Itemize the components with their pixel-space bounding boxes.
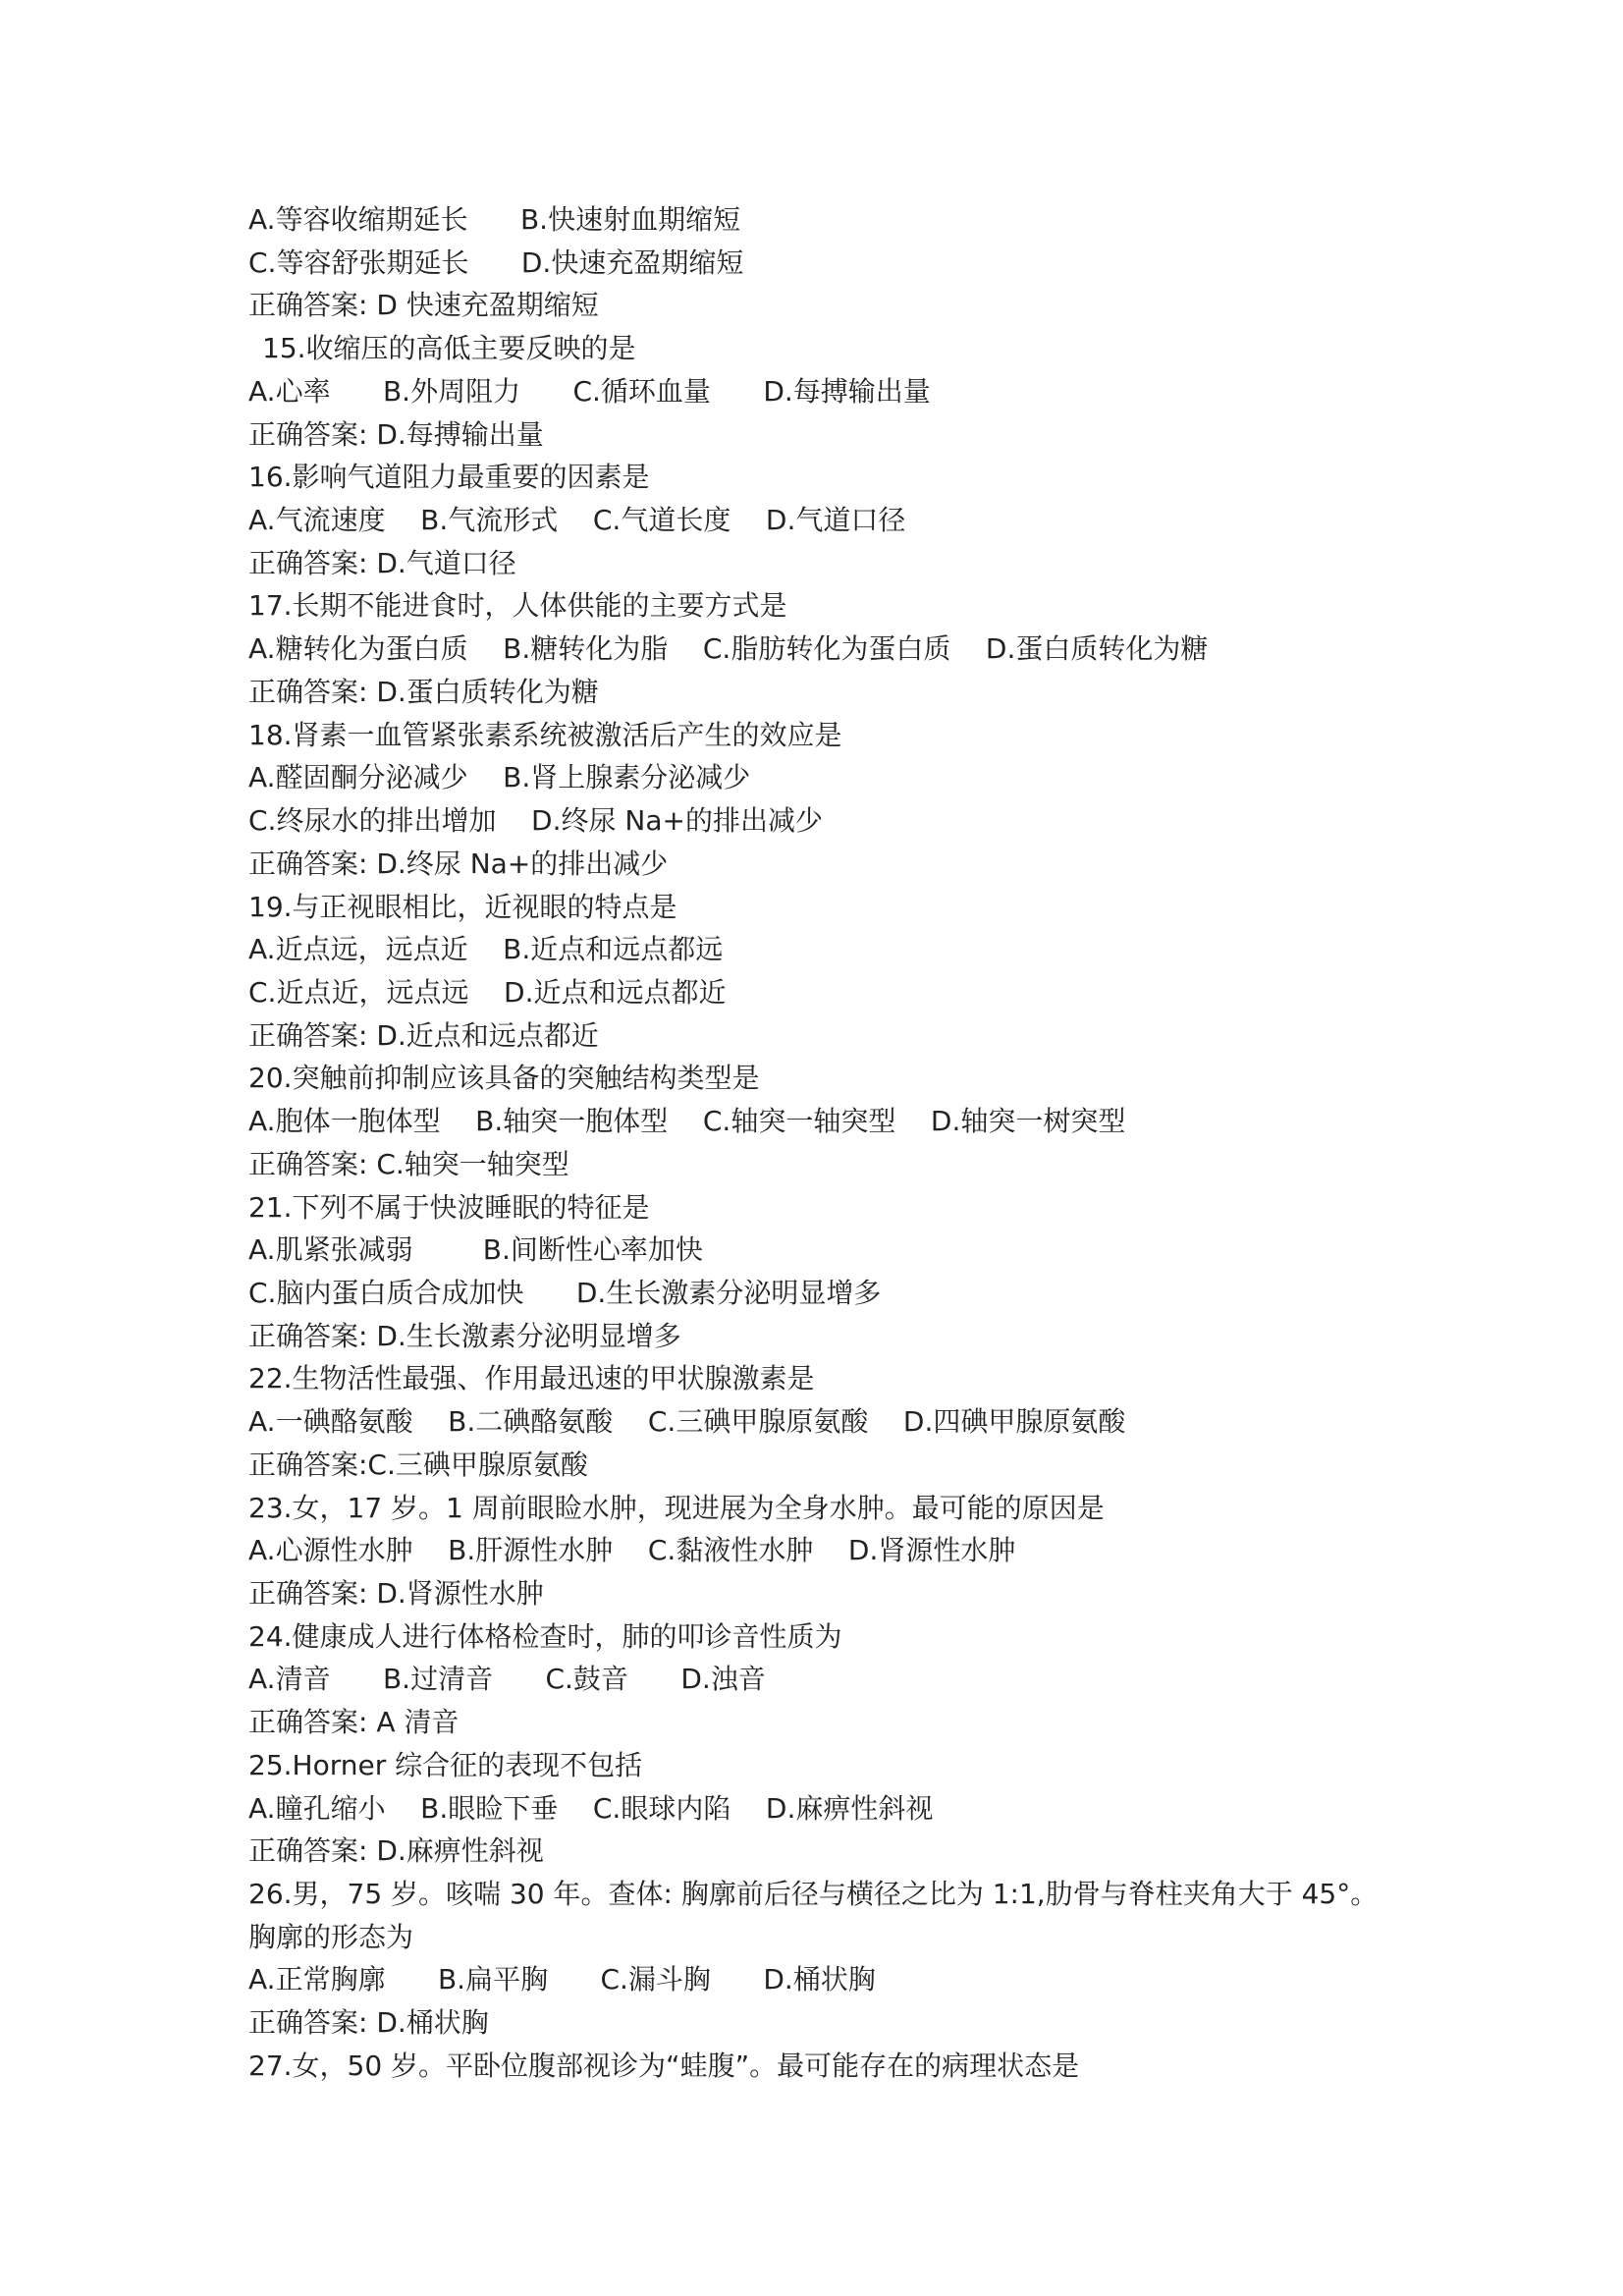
answer-options: A.醛固酮分泌减少 B.肾上腺素分泌减少 <box>248 761 751 794</box>
correct-answer: 正确答案: D.蛋白质转化为糖 <box>248 675 599 708</box>
answer-options: A.心率 B.外周阻力 C.循环血量 D.每搏输出量 <box>248 374 931 408</box>
correct-answer: 正确答案: D.生长激素分泌明显增多 <box>248 1319 681 1352</box>
question-text: 19.与正视眼相比，近视眼的特点是 <box>248 890 677 923</box>
correct-answer: 正确答案: D.桶状胸 <box>248 2006 489 2040</box>
correct-answer: 正确答案: C.轴突一轴突型 <box>248 1147 569 1180</box>
answer-options: A.正常胸廓 B.扁平胸 C.漏斗胸 D.桶状胸 <box>248 1963 876 1996</box>
question-text: 22.生物活性最强、作用最迅速的甲状腺激素是 <box>248 1362 815 1395</box>
correct-answer: 正确答案: D 快速充盈期缩短 <box>248 289 599 322</box>
correct-answer: 正确答案: D.麻痹性斜视 <box>248 1834 544 1868</box>
question-text: 15.收缩压的高低主要反映的是 <box>262 332 636 365</box>
question-text: 26.男，75 岁。咳喘 30 年。查体: 胸廓前后径与横径之比为 1:1,肋骨与脊柱夹角大于 45°。 <box>248 1878 1379 1911</box>
answer-options: A.心源性水肿 B.肝源性水肿 C.黏液性水肿 D.肾源性水肿 <box>248 1534 1016 1567</box>
correct-answer: 正确答案: D.每搏输出量 <box>248 417 544 451</box>
answer-options: A.一碘酪氨酸 B.二碘酪氨酸 C.三碘甲腺原氨酸 D.四碘甲腺原氨酸 <box>248 1405 1126 1439</box>
answer-options: C.脑内蛋白质合成加快 D.生长激素分泌明显增多 <box>248 1276 882 1309</box>
answer-options: A.等容收缩期延长 B.快速射血期缩短 <box>248 203 741 236</box>
question-text: 21.下列不属于快波睡眠的特征是 <box>248 1190 650 1224</box>
correct-answer: 正确答案:C.三碘甲腺原氨酸 <box>248 1448 588 1481</box>
answer-options: C.等容舒张期延长 D.快速充盈期缩短 <box>248 246 744 279</box>
question-text: 24.健康成人进行体格检查时，肺的叩诊音性质为 <box>248 1619 842 1653</box>
correct-answer: 正确答案: D.气道口径 <box>248 546 516 579</box>
answer-options: A.糖转化为蛋白质 B.糖转化为脂 C.脂肪转化为蛋白质 D.蛋白质转化为糖 <box>248 632 1209 666</box>
question-text: 20.突触前抑制应该具备的突触结构类型是 <box>248 1062 760 1095</box>
question-text: 25.Horner 综合征的表现不包括 <box>248 1748 643 1781</box>
answer-options: A.气流速度 B.气流形式 C.气道长度 D.气道口径 <box>248 504 906 537</box>
correct-answer: 正确答案: A 清音 <box>248 1706 460 1739</box>
correct-answer: 正确答案: D.终尿 Na+的排出减少 <box>248 847 669 880</box>
answer-options: C.终尿水的排出增加 D.终尿 Na+的排出减少 <box>248 804 823 838</box>
question-text: 16.影响气道阻力最重要的因素是 <box>248 461 650 494</box>
question-text: 27.女，50 岁。平卧位腹部视诊为“蛙腹”。最可能存在的病理状态是 <box>248 2049 1080 2082</box>
question-text: 17.长期不能进食时，人体供能的主要方式是 <box>248 589 787 623</box>
answer-options: A.瞳孔缩小 B.眼睑下垂 C.眼球内陷 D.麻痹性斜视 <box>248 1791 934 1825</box>
question-text: 胸廓的形态为 <box>248 1920 414 1953</box>
document-body <box>248 198 1476 2088</box>
answer-options: A.肌紧张减弱 B.间断性心率加快 <box>248 1233 703 1267</box>
correct-answer: 正确答案: D.肾源性水肿 <box>248 1577 544 1610</box>
answer-options: C.近点近，远点远 D.近点和远点都近 <box>248 975 727 1009</box>
question-text: 18.肾素一血管紧张素系统被激活后产生的效应是 <box>248 718 842 751</box>
answer-options: A.清音 B.过清音 C.鼓音 D.浊音 <box>248 1663 766 1696</box>
answer-options: A.胞体一胞体型 B.轴突一胞体型 C.轴突一轴突型 D.轴突一树突型 <box>248 1105 1126 1138</box>
question-text: 23.女，17 岁。1 周前眼睑水肿，现进展为全身水肿。最可能的原因是 <box>248 1491 1105 1524</box>
correct-answer: 正确答案: D.近点和远点都近 <box>248 1018 599 1052</box>
answer-options: A.近点远，远点近 B.近点和远点都远 <box>248 933 724 966</box>
